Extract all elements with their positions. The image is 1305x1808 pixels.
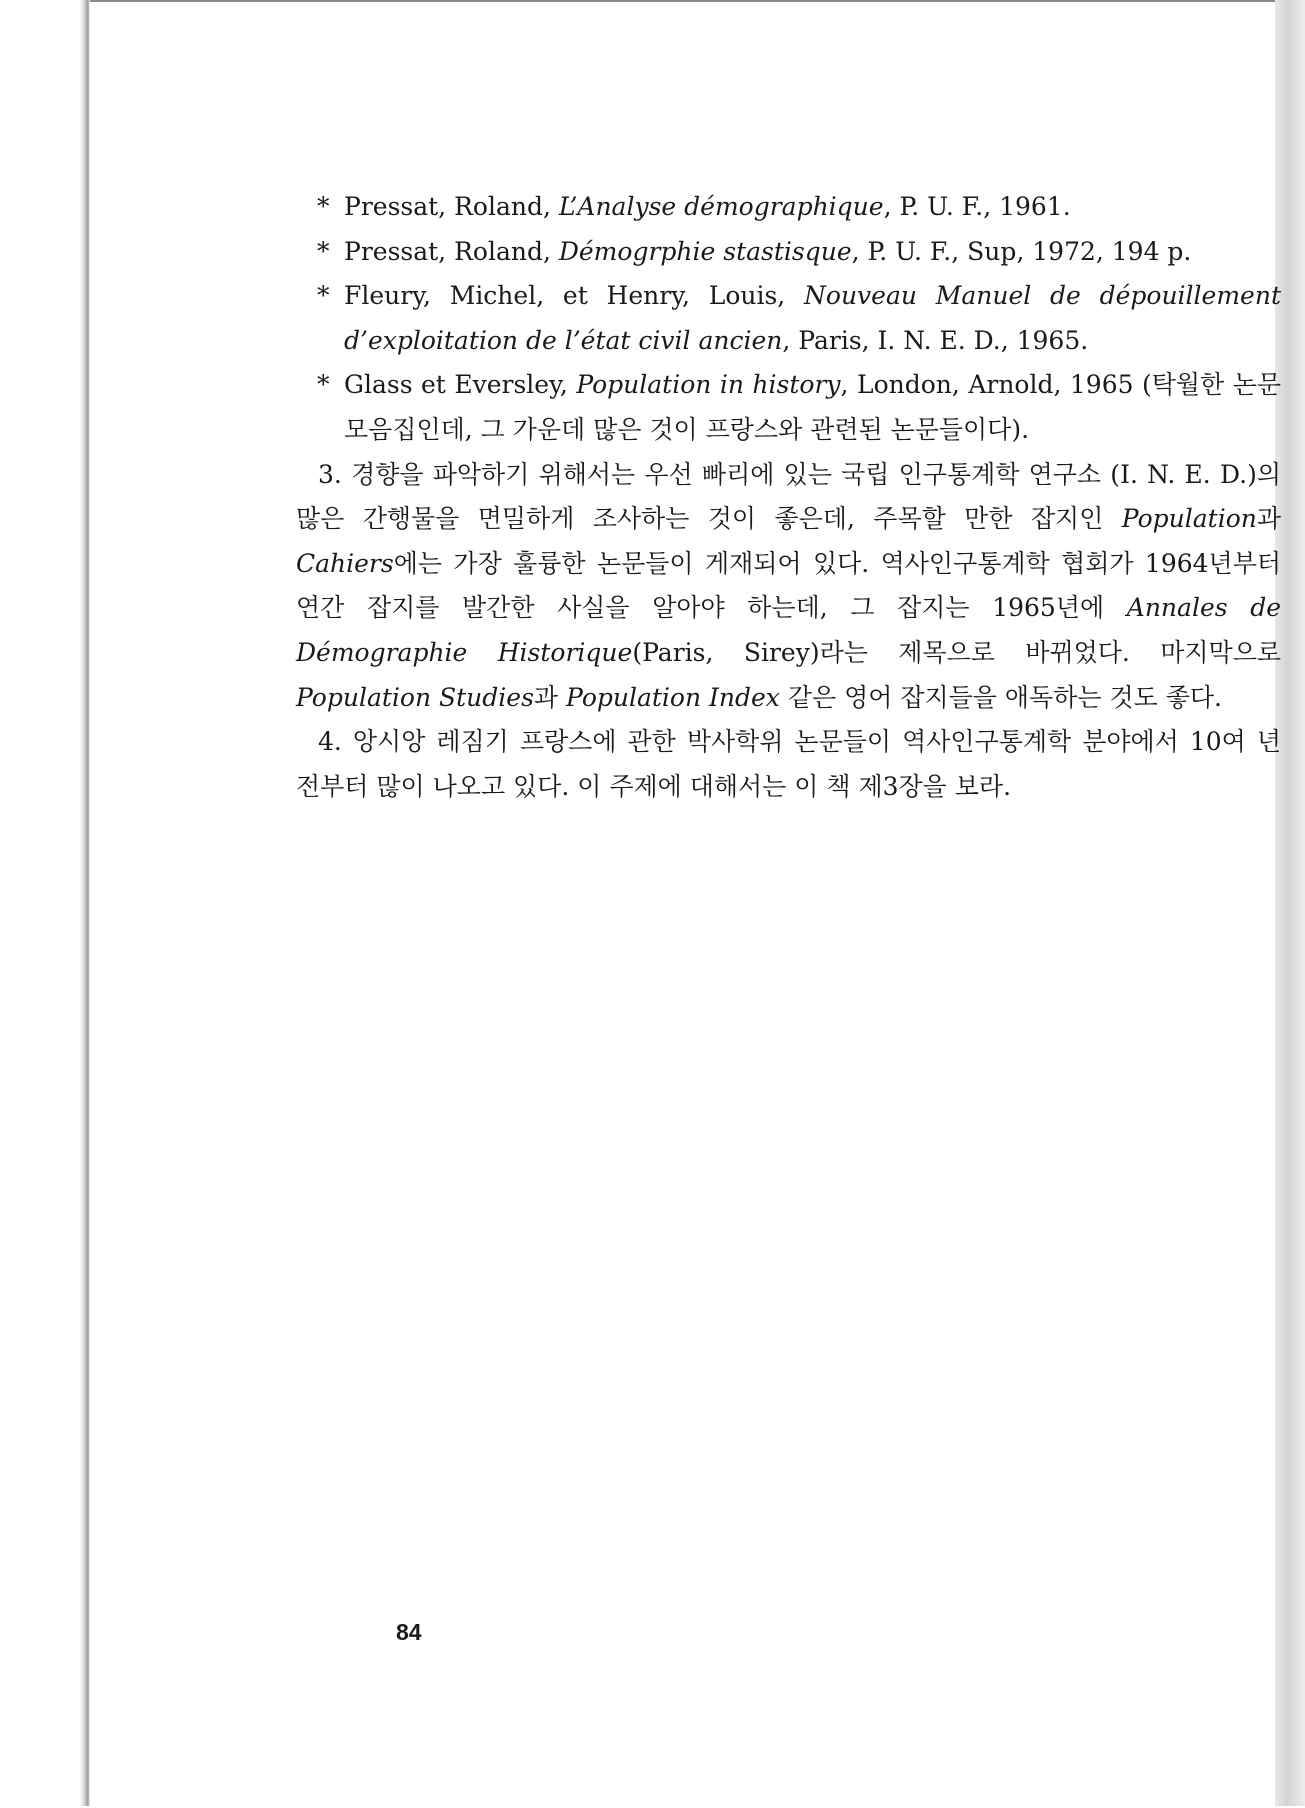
note-paragraph-3 (296, 453, 1281, 721)
paragraph-text: 3. 경향을 파악하기 위해서는 우선 빠리에 있는 국립 인구통계학 연구소 (I. N. E. D.)의 많은 간행물을 면밀하게 조사하는 것이 좋은데, 주목할 만한 잡지인 (296, 459, 1281, 534)
paragraph-text: 에는 가장 훌륭한 논문들이 게재되어 있다. 역사인구통계학 협회가 1964년부터 연간 잡지를 발간한 사실을 알아야 하는데, 그 잡지는 1965년에 (296, 548, 1281, 623)
journal-title: Population Studies (296, 682, 534, 712)
reference-item (296, 230, 1281, 275)
paragraph-text: 같은 영어 잡지들을 애독하는 것도 좋다. (779, 682, 1222, 712)
reference-title: Démogrphie stastisque (558, 236, 852, 266)
reference-author: Glass et Eversley, (344, 370, 577, 400)
reference-publication: , London, Arnold, 1965 (탁월한 논문 모음집인데, 그 가운데 많은 것이 프랑스와 관련된 논문들이다). (344, 370, 1281, 444)
reference-author: Pressat, Roland, (344, 236, 559, 266)
reference-item (296, 185, 1281, 230)
page-number: 84 (396, 1619, 422, 1645)
reference-publication: , Paris, I. N. E. D., 1965. (782, 325, 1089, 355)
journal-title: Annales de Démographie Historique (296, 593, 1281, 667)
paragraph-text: 과 (1256, 504, 1281, 534)
reference-item (296, 363, 1281, 452)
reference-bullet: * (317, 236, 330, 266)
reference-bullet: * (317, 281, 330, 311)
note-paragraph-4: 4. 앙시앙 레짐기 프랑스에 관한 박사학위 논문들이 역사인구통계학 분야에서 10여 년 전부터 많이 나오고 있다. 이 주제에 대해서는 이 책 제3장을 보라. (296, 727, 1281, 801)
paragraph-text: (Paris, Sirey)라는 제목으로 바뀌었다. 마지막으로 (632, 637, 1282, 667)
journal-title: Cahiers (296, 548, 394, 578)
reference-title: L’Analyse démographique (558, 192, 884, 221)
book-page (90, 0, 1282, 1808)
reference-publication: , P. U. F., 1961. (883, 192, 1071, 221)
reference-bullet: * (317, 192, 330, 221)
reference-title: Population in history (576, 370, 841, 400)
journal-title: Population Index (566, 682, 780, 712)
journal-title: Population (1121, 504, 1257, 534)
reference-publication: , P. U. F., Sup, 1972, 194 p. (851, 236, 1192, 266)
reference-bullet: * (317, 370, 330, 400)
reference-title: Nouveau Manuel de dépouillement d’exploitation de l’état civil ancien (344, 281, 1281, 355)
page-left-shadow (0, 0, 90, 1806)
reference-author: Fleury, Michel, et Henry, Louis, (344, 281, 805, 311)
paragraph-text: 과 (533, 682, 567, 712)
reference-item (296, 274, 1281, 363)
reference-author: Pressat, Roland, (344, 192, 559, 221)
page-content (296, 185, 1281, 809)
